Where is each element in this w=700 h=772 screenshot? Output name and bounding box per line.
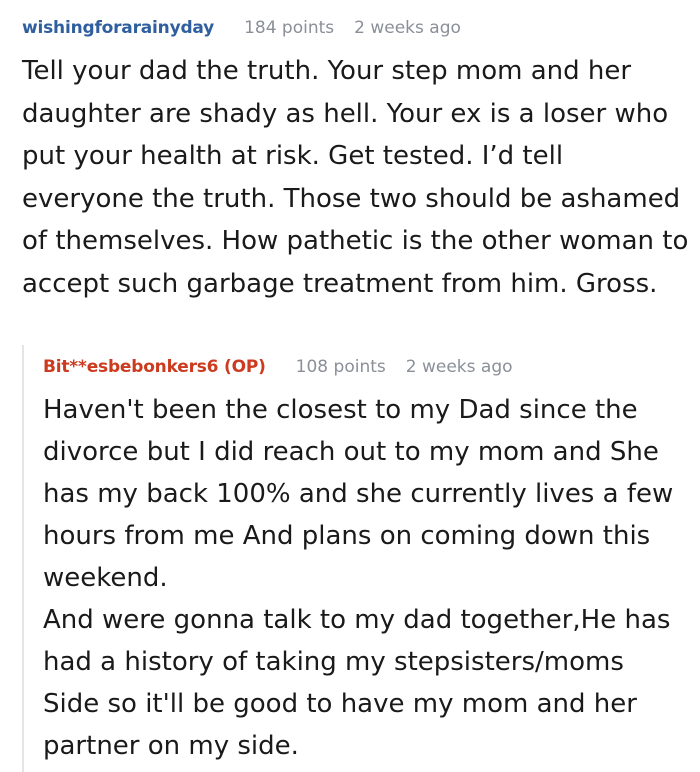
top-comment [22, 18, 692, 305]
comment-body [22, 50, 692, 305]
comment-text: Tell your dad the truth. Your step mom and her daughter are shady as hell. Your ex is a loser who put your health at risk. Get tested. I’d tell everyone the truth. Those two should be ashamed of themselves. How pathetic is the other woman to accept such garbage treatment from him. Gross. [22, 56, 689, 299]
comment-meta [22, 18, 692, 38]
comment-points: 184 points [244, 18, 335, 38]
comment-body [43, 389, 683, 767]
thread-line[interactable] [22, 345, 24, 772]
reply-thread [22, 345, 700, 772]
comment-author-op[interactable]: Bit**esbebonkers6 (OP) [43, 357, 266, 377]
comment-points: 108 points [295, 357, 386, 377]
comment-author[interactable]: wishingforarainyday [22, 18, 215, 38]
comment-age[interactable]: 2 weeks ago [405, 357, 513, 377]
reply-comment [43, 357, 683, 767]
comment-meta [43, 357, 683, 377]
comment-age[interactable]: 2 weeks ago [354, 18, 461, 38]
comment-paragraph: Haven't been the closest to my Dad since the divorce but I did reach out to my mom and She has my back 100% and she currently lives a few hours from me And plans on coming down this weekend. [43, 395, 674, 593]
comment-paragraph: And were gonna talk to my dad together,He has had a history of taking my stepsisters/moms Side so it'll be good to have my mom and her partner on my side. [43, 605, 671, 761]
